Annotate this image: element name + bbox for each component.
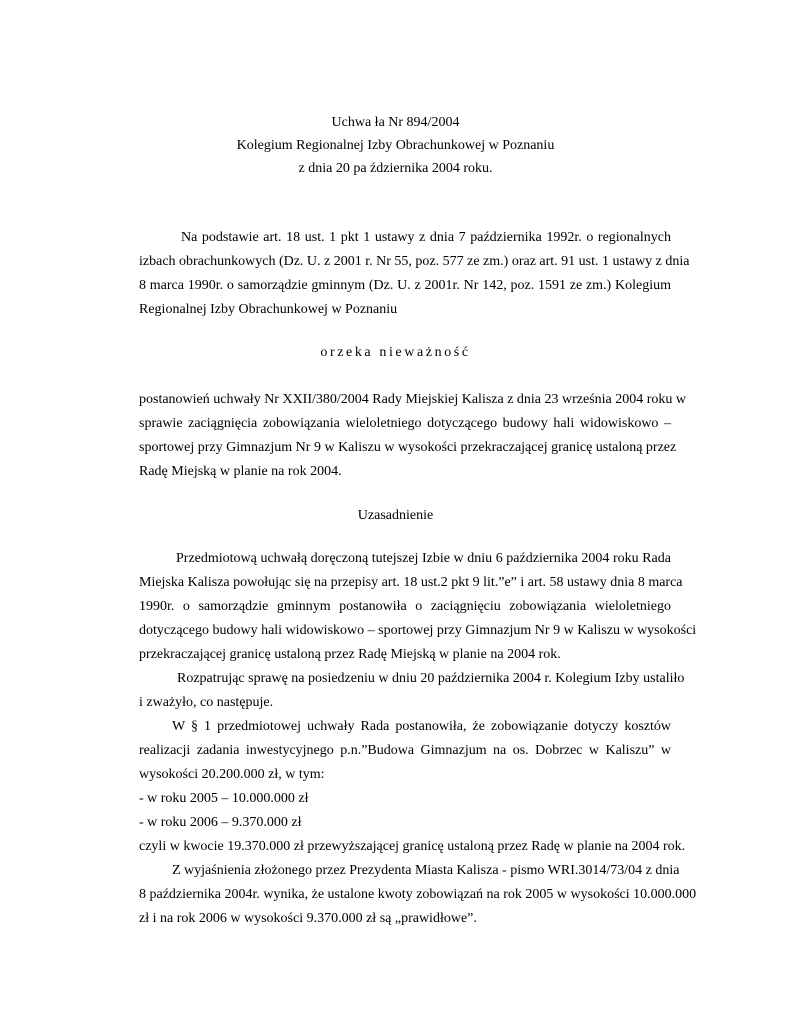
justification-line: realizacji zadania inwestycyjnego p.n.”Budowa Gimnazjum na os. Dobrzec w Kaliszu” w <box>139 743 671 758</box>
justification-line: Rozpatrując sprawę na posiedzeniu w dniu 20 października 2004 r. Kolegium Izby ustaliło <box>177 671 685 686</box>
list-item: - w roku 2005 – 10.000.000 zł <box>139 791 309 806</box>
justification-line: dotyczącego budowy hali widowiskowo – sportowej przy Gimnazjum Nr 9 w Kaliszu w wysokości <box>139 623 697 638</box>
decision-line: sportowej przy Gimnazjum Nr 9 w Kaliszu w wysokości przekraczającej granicę ustaloną przez <box>139 440 677 455</box>
justification-line: przekraczającej granicę ustaloną przez Radę Miejską w planie na 2004 rok. <box>139 647 561 662</box>
decision-line: Radę Miejską w planie na rok 2004. <box>139 464 342 479</box>
justification-line: i zważyło, co następuje. <box>139 695 274 710</box>
preamble-line: Regionalnej Izby Obrachunkowej w Poznaniu <box>139 302 398 317</box>
decision-line: sprawie zaciągnięcia zobowiązania wieloletniego dotyczącego budowy hali widowiskowo – <box>139 416 671 431</box>
preamble-line: Na podstawie art. 18 ust. 1 pkt 1 ustawy z dnia 7 października 1992r. o regionalnych <box>181 230 671 245</box>
list-item: - w roku 2006 – 9.370.000 zł <box>139 815 302 830</box>
justification-line: Przedmiotową uchwałą doręczoną tutejszej Izbie w dniu 6 października 2004 roku Rada <box>176 551 671 566</box>
resolution-date: z dnia 20 pa ździernika 2004 roku. <box>298 161 493 176</box>
justification-line: 8 października 2004r. wynika, że ustalone kwoty zobowiązań na rok 2005 w wysokości 10.000.000 <box>139 887 697 902</box>
resolution-title: Uchwa ła Nr 894/2004 <box>331 115 460 130</box>
justification-line: Miejska Kalisza powołując się na przepisy art. 18 ust.2 pkt 9 lit.”e” i art. 58 ustawy dnia 8 marca <box>139 575 683 590</box>
issuing-body: Kolegium Regionalnej Izby Obrachunkowej w Poznaniu <box>236 138 555 153</box>
justification-line: Z wyjaśnienia złożonego przez Prezydenta Miasta Kalisza - pismo WRI.3014/73/04 z dnia <box>172 863 680 878</box>
justification-line: czyli w kwocie 19.370.000 zł przewyższającej granicę ustaloną przez Radę w planie na 2004 rok. <box>139 839 686 854</box>
justification-line: zł i na rok 2006 w wysokości 9.370.000 zł są „prawidłowe”. <box>139 911 477 926</box>
justification-line: wysokości 20.200.000 zł, w tym: <box>139 767 325 782</box>
preamble-line: izbach obrachunkowych (Dz. U. z 2001 r. Nr 55, poz. 577 ze zm.) oraz art. 91 ust. 1 ustawy z dnia <box>139 254 690 269</box>
ruling-heading: orzeka nieważność <box>320 345 471 360</box>
preamble-line: 8 marca 1990r. o samorządzie gminnym (Dz. U. z 2001r. Nr 142, poz. 1591 ze zm.) Kolegium <box>139 278 671 293</box>
justification-line: 1990r. o samorządzie gminnym postanowiła o zaciągnięciu zobowiązania wieloletniego <box>139 599 671 614</box>
justification-line: W § 1 przedmiotowej uchwały Rada postanowiła, że zobowiązanie dotyczy kosztów <box>172 719 671 734</box>
decision-line: postanowień uchwały Nr XXII/380/2004 Rady Miejskiej Kalisza z dnia 23 września 2004 roku w <box>139 392 687 407</box>
justification-heading: Uzasadnienie <box>357 508 434 523</box>
